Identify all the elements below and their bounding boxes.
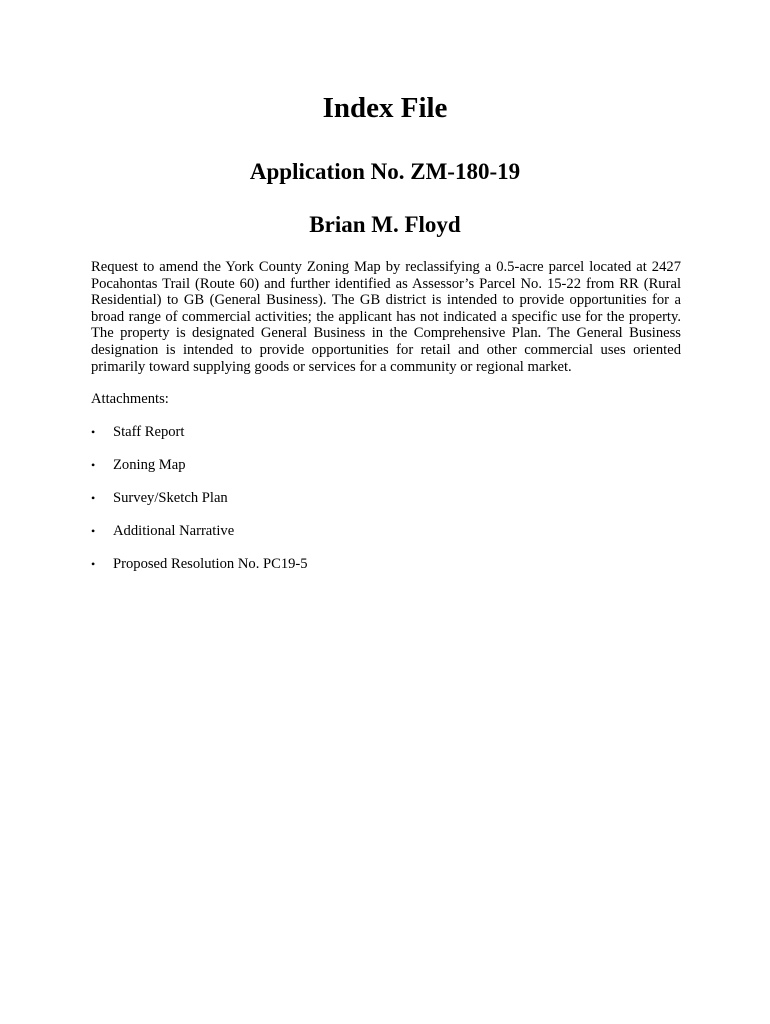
bullet-icon: • (91, 491, 96, 505)
attachment-item (91, 556, 308, 589)
attachment-item (91, 424, 308, 457)
attachment-item (91, 523, 308, 556)
application-number: Application No. ZM-180-19 (249, 159, 521, 184)
request-description: Request to amend the York County Zoning Map by reclassifying a 0.5-acre parcel located at 2427 Pocahontas Trail (Route 60) and further identified as Assessor’s Parcel No. 15-22 from RR (Rural Residential) to GB (General Business). The GB district is intended to provide opportunities for a broad range of commercial activities; the applicant has not indicated a specific use for the property. The property is designated General Business in the Comprehensive Plan. The General Business designation is intended to provide opportunities for retail and other commercial uses oriented primarily toward supplying goods or services for a community or regional market. (91, 259, 681, 375)
attachments-label: Attachments: (91, 391, 169, 407)
attachments-list (91, 424, 308, 589)
bullet-icon: • (91, 458, 96, 472)
bullet-icon: • (91, 557, 96, 571)
attachment-label: Staff Report (113, 424, 185, 440)
applicant-name: Brian M. Floyd (309, 212, 461, 237)
attachment-label: Proposed Resolution No. PC19-5 (113, 556, 308, 572)
attachment-label: Survey/Sketch Plan (113, 490, 228, 506)
attachment-item (91, 490, 308, 523)
document-title: Index File (322, 92, 448, 124)
attachment-label: Zoning Map (113, 457, 186, 473)
attachment-label: Additional Narrative (113, 523, 235, 539)
bullet-icon: • (91, 425, 96, 439)
bullet-icon: • (91, 524, 96, 538)
attachment-item (91, 457, 308, 490)
